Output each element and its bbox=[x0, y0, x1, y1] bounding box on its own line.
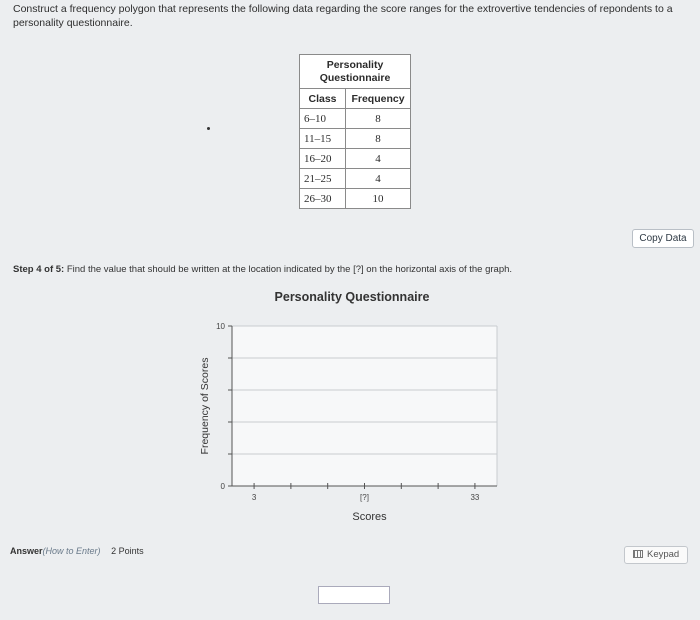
x-tick-label: 3 bbox=[251, 493, 257, 502]
table-row bbox=[300, 129, 411, 149]
y-tick-label: 10 bbox=[216, 322, 225, 331]
keyboard-icon bbox=[633, 550, 643, 558]
frequency-cell: 4 bbox=[346, 169, 411, 189]
points-label: 2 Points bbox=[111, 546, 144, 556]
answer-label: Answer bbox=[10, 546, 43, 556]
frequency-cell: 8 bbox=[346, 109, 411, 129]
class-cell: 16–20 bbox=[300, 149, 346, 169]
step-instruction bbox=[13, 264, 512, 275]
table-row bbox=[300, 109, 411, 129]
class-cell: 26–30 bbox=[300, 189, 346, 209]
y-tick-label: 0 bbox=[220, 482, 225, 491]
frequency-cell: 8 bbox=[346, 129, 411, 149]
how-to-enter-link[interactable]: (How to Enter) bbox=[42, 546, 101, 556]
table-row bbox=[300, 169, 411, 189]
x-tick-label: [?] bbox=[360, 493, 369, 502]
frequency-cell: 10 bbox=[346, 189, 411, 209]
x-tick-label: 33 bbox=[470, 493, 480, 502]
copy-data-button[interactable]: Copy Data bbox=[632, 229, 694, 248]
table-row bbox=[300, 149, 411, 169]
keypad-button[interactable] bbox=[624, 546, 688, 564]
keypad-label: Keypad bbox=[647, 549, 680, 560]
frequency-table bbox=[299, 54, 411, 209]
chart-title: Personality Questionnaire bbox=[274, 290, 430, 304]
table-header-class: Class bbox=[300, 89, 346, 109]
step-label: Step 4 of 5: bbox=[13, 264, 65, 275]
class-cell: 21–25 bbox=[300, 169, 346, 189]
x-axis-label: Scores bbox=[352, 511, 387, 523]
answer-input[interactable] bbox=[318, 586, 390, 604]
stray-dot bbox=[207, 127, 210, 130]
question-prompt: Construct a frequency polygon that represents the following data regarding the score ranges for the extrovertive tendencies of repondents to a personality questionnaire. bbox=[13, 3, 673, 29]
answer-row bbox=[10, 546, 144, 556]
y-axis-label: Frequency of Scores bbox=[199, 357, 211, 455]
step-text: Find the value that should be written at the location indicated by the [?] on the horizontal axis of the graph. bbox=[64, 264, 513, 275]
table-header-frequency: Frequency bbox=[346, 89, 411, 109]
table-title: Personality Questionnaire bbox=[300, 55, 411, 89]
table-row bbox=[300, 189, 411, 209]
class-cell: 6–10 bbox=[300, 109, 346, 129]
frequency-cell: 4 bbox=[346, 149, 411, 169]
class-cell: 11–15 bbox=[300, 129, 346, 149]
frequency-polygon-chart bbox=[190, 318, 510, 536]
plot-area bbox=[232, 326, 497, 486]
